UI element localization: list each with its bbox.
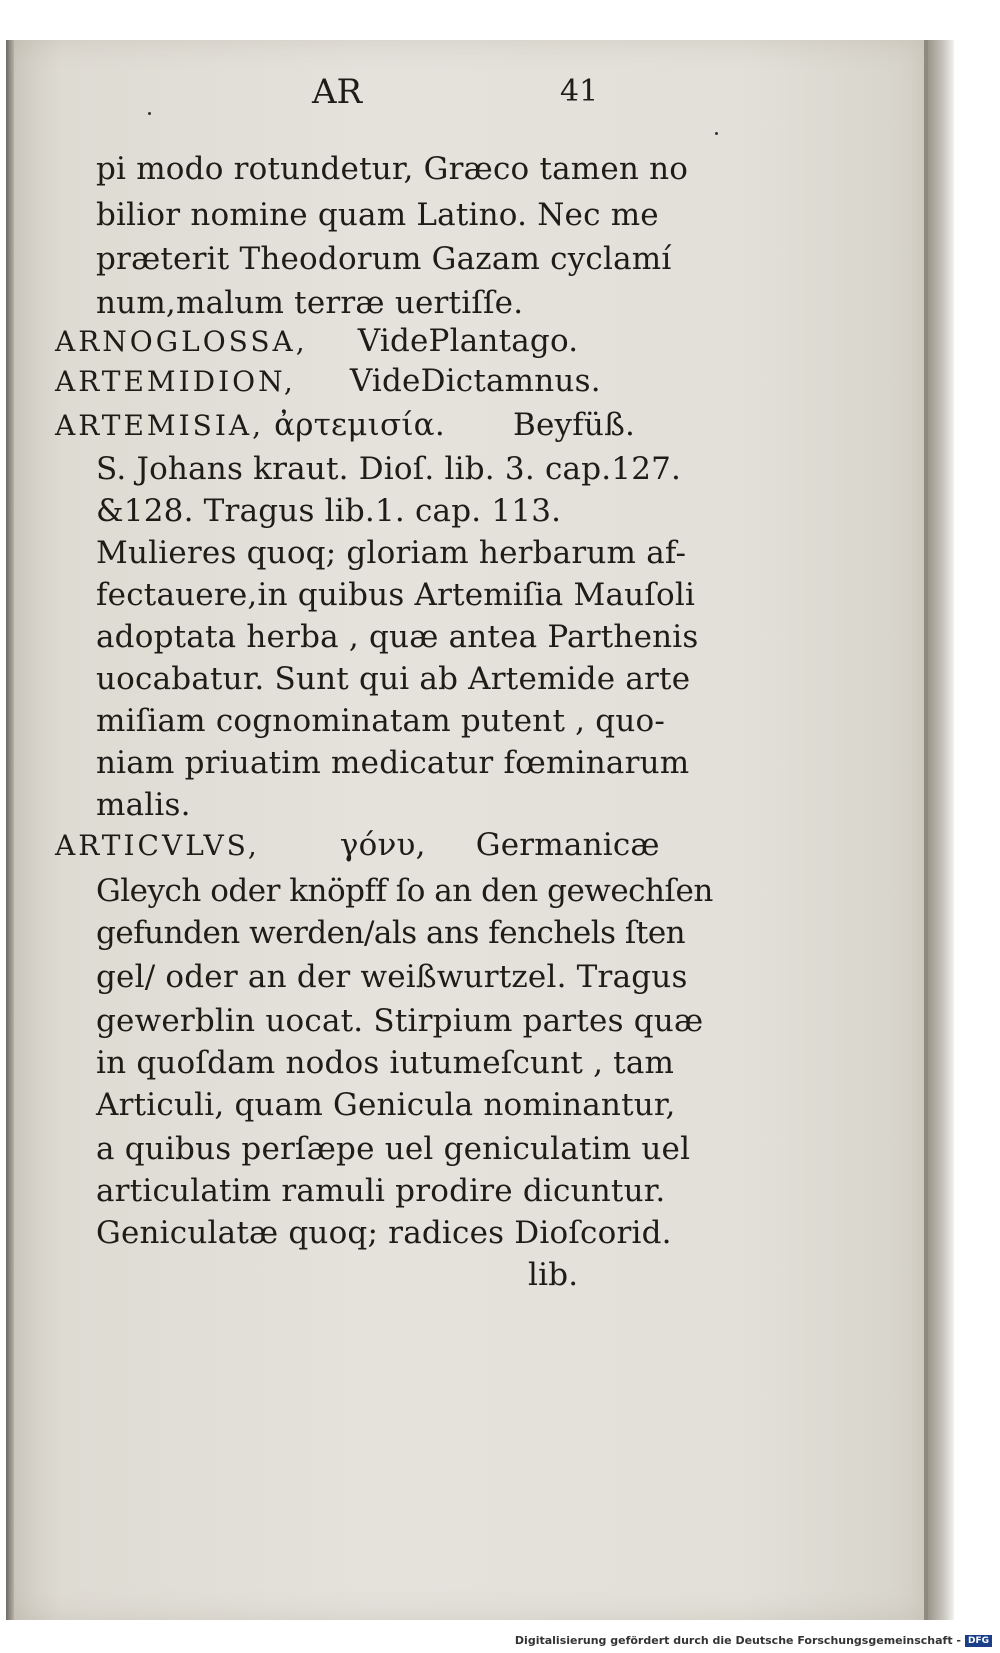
text-line: gefunden werden/als ans fenchels ſten xyxy=(96,915,686,951)
text-line: articulatim ramuli prodire dicuntur. xyxy=(96,1173,666,1209)
text-line: S. Johans kraut. Dioſ. lib. 3. cap.127. xyxy=(96,451,682,487)
text-line: malis. xyxy=(96,787,191,823)
entry-articulus xyxy=(55,826,660,865)
text-line: bilior nomine quam Latino. Nec me xyxy=(96,197,659,233)
cross-reference: VidePlantago. xyxy=(357,323,579,359)
text-line: in quoſdam nodos iutumeſcunt , tam xyxy=(96,1045,675,1081)
headword: ARTEMISIA, xyxy=(55,409,265,442)
credit-text: Digitalisierung gefördert durch die Deutsche Forschungsgemeinschaft - xyxy=(514,1634,961,1647)
text-line: miſiam cognominatam putent , quo- xyxy=(96,703,666,739)
headword: ARNOGLOSSA, xyxy=(55,325,308,358)
greek-term: γόνυ, xyxy=(339,827,426,863)
text-line: a quibus perſæpe uel geniculatim uel xyxy=(96,1131,691,1167)
text-line: &128. Tragus lib.1. cap. 113. xyxy=(96,493,562,529)
text-line: Articuli, quam Genicula nominantur, xyxy=(96,1087,676,1123)
text-line: fectauere,in quibus Artemiſia Mauſoli xyxy=(96,577,696,613)
text-line: pi modo rotundetur, Græco tamen no xyxy=(96,151,689,187)
text-line: præterit Theodorum Gazam cyclamí xyxy=(96,241,672,277)
cross-reference: VideDictamnus. xyxy=(349,363,601,399)
entry-arnoglossa xyxy=(55,322,578,361)
greek-term: ἀρτεμισία. xyxy=(274,407,445,443)
text-line: gewerblin uocat. Stirpium partes quæ xyxy=(96,1003,704,1039)
digitization-credit xyxy=(515,1634,992,1647)
text-line: gel/ oder an der weißwurtzel. Tragus xyxy=(96,959,688,995)
text-line: Mulieres quoq; gloriam herbarum af- xyxy=(96,535,687,571)
catchword: lib. xyxy=(528,1257,579,1293)
text-line: num,malum terræ uertiſſe. xyxy=(96,285,524,321)
headword: ARTICVLVS, xyxy=(55,829,260,862)
dfg-logo: DFG xyxy=(965,1635,992,1647)
ink-speck xyxy=(715,132,718,135)
german-label: Germanicæ xyxy=(475,827,660,863)
text-line: Geniculatæ quoq; radices Dioſcorid. xyxy=(96,1215,672,1251)
page-number: 41 xyxy=(560,74,599,109)
running-head: AR xyxy=(312,72,363,112)
text-line: adoptata herba , quæ antea Parthenis xyxy=(96,619,699,655)
text-line: niam priuatim medicatur fœminarum xyxy=(96,745,690,781)
german-term: Beyfüß. xyxy=(513,407,636,443)
text-line: Gleych oder knöpff ſo an den gewechſen xyxy=(96,873,713,909)
entry-artemisia xyxy=(55,406,635,445)
headword: ARTEMIDION, xyxy=(55,365,296,398)
entry-artemidion xyxy=(55,362,601,401)
text-line: uocabatur. Sunt qui ab Artemide arte xyxy=(96,661,691,697)
ink-speck xyxy=(148,112,151,115)
